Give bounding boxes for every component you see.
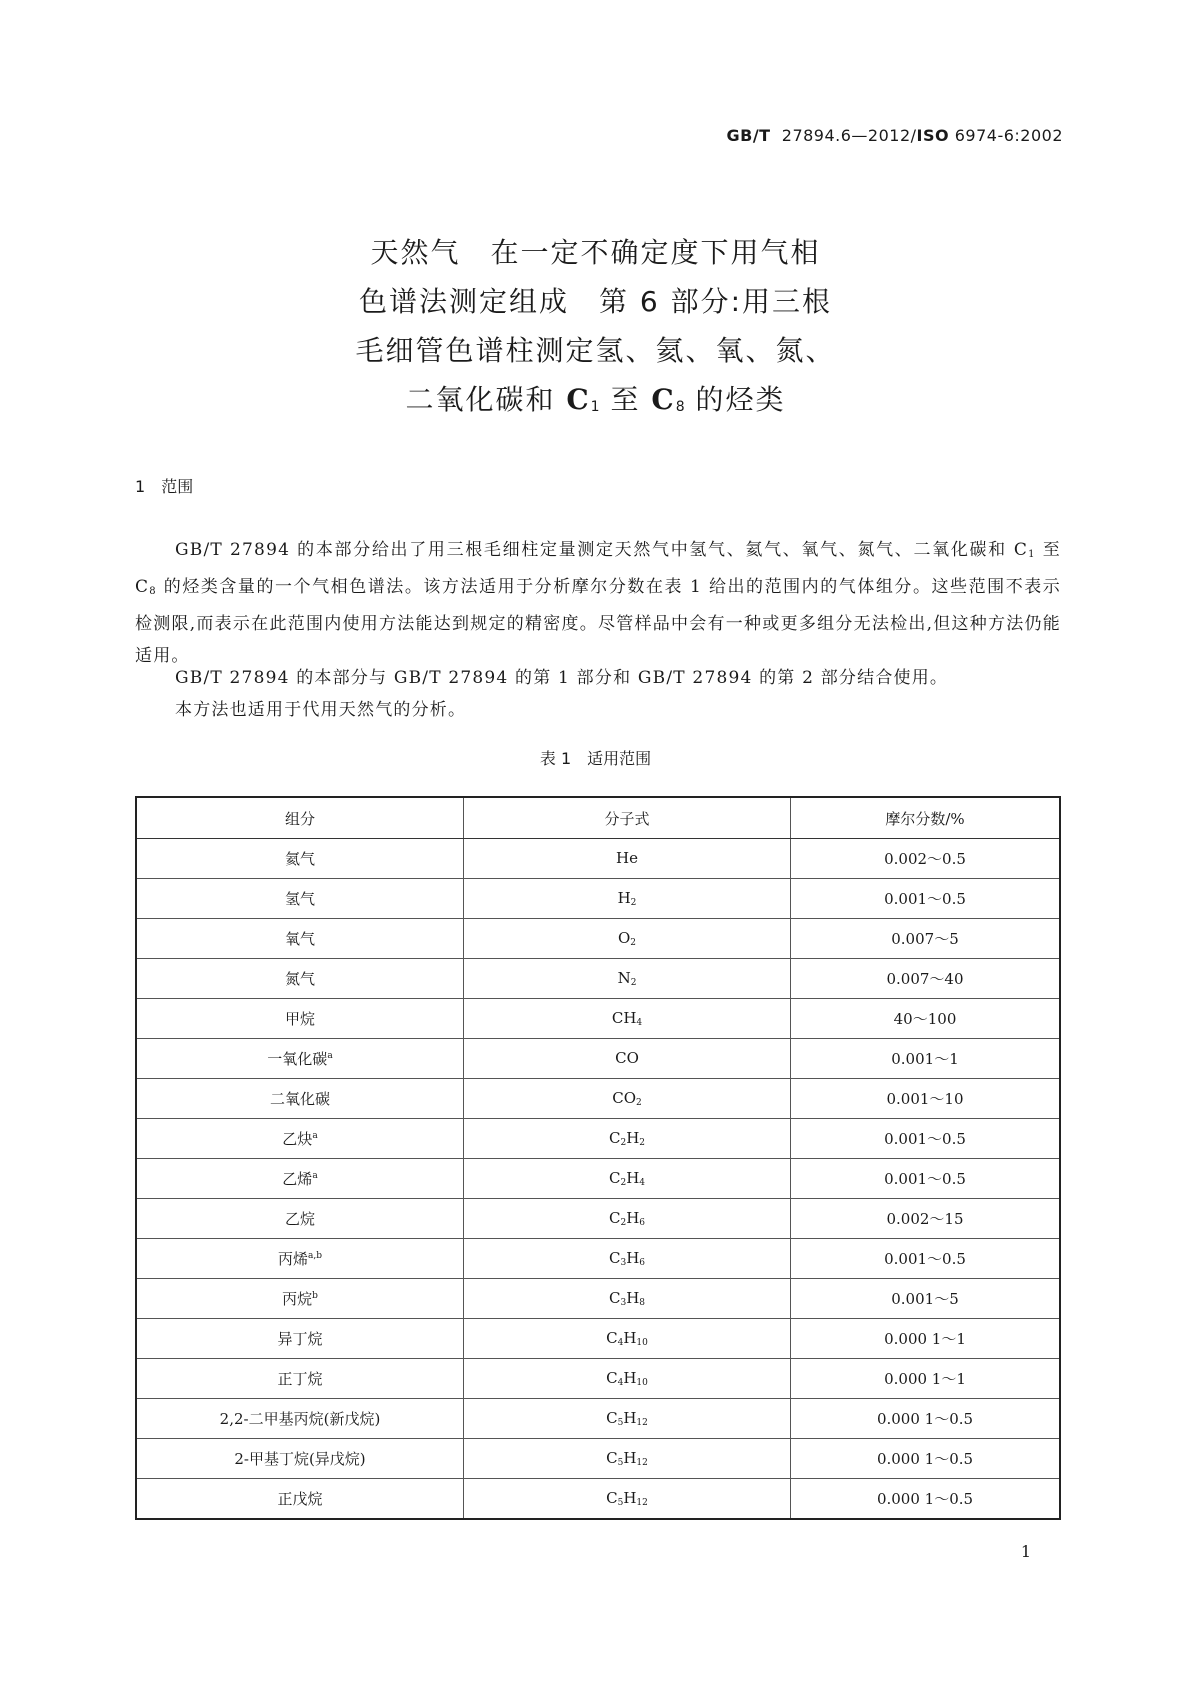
- mole-fraction-cell: 0.007～5: [791, 919, 1061, 959]
- title-line-1: 天然气 在一定不确定度下用气相: [370, 236, 821, 269]
- component-cell: [136, 1359, 464, 1399]
- formula-element-1: C: [608, 1249, 621, 1267]
- formula-subscript-1: 4: [617, 1338, 624, 1348]
- component-cell: [136, 1239, 464, 1279]
- p1-text-b: 至 C: [135, 540, 1061, 597]
- formula-cell: [464, 919, 791, 959]
- scope-paragraph-3: 本方法也适用于代用天然气的分析。: [175, 700, 467, 720]
- table-row: [136, 959, 1060, 999]
- formula-element-1: C: [608, 1209, 621, 1227]
- table-header-row: [136, 797, 1060, 839]
- header-formula: 分子式: [464, 797, 791, 839]
- mole-fraction-cell: 0.001～0.5: [791, 1239, 1061, 1279]
- formula-element-1: C: [606, 1449, 618, 1467]
- component-name: 异丁烷: [277, 1330, 323, 1348]
- mole-fraction-cell: 0.001～0.5: [791, 1119, 1061, 1159]
- formula-element-1: CO: [612, 1089, 637, 1107]
- component-name: 2,2-二甲基丙烷(新戊烷): [219, 1410, 381, 1428]
- component-cell: [136, 1319, 464, 1359]
- mole-fraction-cell: 40～100: [791, 999, 1061, 1039]
- table-row: [136, 1439, 1060, 1479]
- formula-cell: [464, 1359, 791, 1399]
- std-prefix: GB/T: [726, 126, 771, 145]
- mole-fraction-cell: 0.000 1～0.5: [791, 1399, 1061, 1439]
- formula-subscript-1: 2: [620, 1178, 627, 1188]
- page-number: 1: [1020, 1542, 1031, 1561]
- formula-element-1: N: [617, 969, 631, 987]
- formula-subscript-2: 12: [636, 1418, 648, 1428]
- formula-element-1: O: [617, 929, 631, 947]
- formula-subscript-2: 2: [639, 1138, 646, 1148]
- formula-subscript-1: 2: [620, 1138, 627, 1148]
- formula-subscript-2: 12: [636, 1458, 648, 1468]
- formula-element-1: C: [606, 1329, 618, 1347]
- formula-element-1: C: [606, 1409, 618, 1427]
- mole-fraction-cell: 0.002～15: [791, 1199, 1061, 1239]
- formula-subscript-1: 4: [617, 1378, 624, 1388]
- component-cell: [136, 919, 464, 959]
- title-line-4-part-a: 二氧化碳和: [405, 383, 567, 416]
- formula-element-2: H: [623, 1449, 637, 1467]
- component-cell: [136, 959, 464, 999]
- title-c1-sub: 1: [590, 399, 600, 415]
- iso-number: 6974-6:2002: [954, 126, 1063, 145]
- formula-subscript-2: 6: [639, 1258, 646, 1268]
- formula-element-2: H: [626, 1129, 640, 1147]
- component-cell: [136, 1439, 464, 1479]
- formula-subscript-1: 5: [617, 1418, 624, 1428]
- formula-element-2: H: [623, 1329, 637, 1347]
- formula-cell: [464, 1399, 791, 1439]
- formula-cell: [464, 1319, 791, 1359]
- formula-element-2: H: [623, 1369, 637, 1387]
- scope-paragraph-1: [135, 534, 1061, 672]
- title-line-2: 色谱法测定组成 第 6 部分:用三根: [358, 285, 833, 318]
- formula-cell: [464, 1199, 791, 1239]
- formula-subscript-1: 2: [630, 978, 637, 988]
- table-row: [136, 1479, 1060, 1520]
- formula-subscript-2: 8: [639, 1298, 646, 1308]
- formula-subscript-1: 3: [620, 1298, 627, 1308]
- table-row: [136, 879, 1060, 919]
- table-row: [136, 1199, 1060, 1239]
- formula-subscript-1: 2: [630, 898, 637, 908]
- formula-cell: [464, 879, 791, 919]
- section-title: 范围: [161, 477, 194, 496]
- table-row: [136, 1119, 1060, 1159]
- component-name: 氮气: [284, 970, 315, 988]
- component-name: 乙烯: [282, 1170, 313, 1188]
- p1-text-a: GB/T 27894 的本部分给出了用三根毛细柱定量测定天然气中氢气、氦气、氧气、氮气、二氧化碳和 C: [175, 540, 1029, 560]
- formula-cell: [464, 1479, 791, 1520]
- formula-subscript-1: 3: [620, 1258, 627, 1268]
- formula-cell: [464, 1119, 791, 1159]
- component-cell: [136, 1159, 464, 1199]
- mole-fraction-cell: 0.001～5: [791, 1279, 1061, 1319]
- component-name: 正丁烷: [277, 1370, 323, 1388]
- component-name: 甲烷: [284, 1010, 315, 1028]
- table-row: [136, 919, 1060, 959]
- mole-fraction-cell: 0.000 1～0.5: [791, 1439, 1061, 1479]
- component-name: 一氧化碳: [267, 1050, 328, 1068]
- formula-element-1: C: [608, 1169, 621, 1187]
- component-cell: [136, 839, 464, 879]
- header-component: 组分: [136, 797, 464, 839]
- title-line-4-part-b: 至: [599, 383, 652, 416]
- application-range-table: [135, 796, 1061, 1520]
- formula-element-2: H: [626, 1249, 640, 1267]
- table-title: 表 1 适用范围: [539, 749, 652, 768]
- footnote-mark: b: [312, 1291, 318, 1301]
- formula-element-2: H: [623, 1409, 637, 1427]
- table-row: [136, 1279, 1060, 1319]
- mole-fraction-cell: 0.001～0.5: [791, 1159, 1061, 1199]
- component-cell: [136, 1039, 464, 1079]
- formula-element-2: H: [623, 1489, 637, 1507]
- component-name: 氢气: [284, 890, 315, 908]
- formula-subscript-2: 10: [636, 1338, 648, 1348]
- title-line-4: [0, 375, 1191, 432]
- p1-sub-8: 8: [149, 586, 157, 597]
- mole-fraction-cell: 0.000 1～1: [791, 1319, 1061, 1359]
- std-number: 27894.6—2012/: [781, 126, 917, 145]
- component-name: 氧气: [284, 930, 315, 948]
- component-name: 正戊烷: [277, 1490, 323, 1508]
- component-name: 丙烷: [282, 1290, 313, 1308]
- formula-element-2: H: [626, 1209, 640, 1227]
- formula-element-1: CH: [611, 1009, 637, 1027]
- table-row: [136, 1399, 1060, 1439]
- formula-subscript-1: 5: [617, 1458, 624, 1468]
- formula-cell: [464, 1159, 791, 1199]
- component-cell: [136, 1199, 464, 1239]
- component-cell: [136, 879, 464, 919]
- footnote-mark: a,b: [308, 1251, 322, 1261]
- table-body: [136, 839, 1060, 1520]
- table-row: [136, 1039, 1060, 1079]
- formula-subscript-1: 2: [630, 938, 637, 948]
- table-row: [136, 1239, 1060, 1279]
- header-mole-fraction: 摩尔分数/%: [791, 797, 1061, 839]
- mole-fraction-cell: 0.002～0.5: [791, 839, 1061, 879]
- table-row: [136, 1359, 1060, 1399]
- component-name: 乙炔: [282, 1130, 313, 1148]
- mole-fraction-cell: 0.001～0.5: [791, 879, 1061, 919]
- title-line-3: 毛细管色谱柱测定氢、氦、氧、氮、: [355, 334, 836, 367]
- formula-element-1: C: [608, 1129, 621, 1147]
- formula-subscript-1: 2: [620, 1218, 627, 1228]
- table-row: [136, 1159, 1060, 1199]
- formula-subscript-2: 6: [639, 1218, 646, 1228]
- formula-element-1: C: [606, 1369, 618, 1387]
- component-name: 丙烯: [277, 1250, 308, 1268]
- mole-fraction-cell: 0.000 1～0.5: [791, 1479, 1061, 1520]
- component-name: 乙烷: [284, 1210, 315, 1228]
- component-cell: [136, 1119, 464, 1159]
- formula-cell: [464, 999, 791, 1039]
- formula-cell: [464, 1079, 791, 1119]
- p1-sub-1: 1: [1028, 549, 1036, 560]
- footnote-mark: a: [312, 1131, 318, 1141]
- formula-element-1: CO: [615, 1049, 639, 1067]
- title-line-4-part-d: 的烃类: [684, 383, 786, 416]
- formula-element-1: H: [617, 889, 631, 907]
- component-cell: [136, 1279, 464, 1319]
- document-title: [0, 228, 1191, 432]
- formula-cell: [464, 1039, 791, 1079]
- formula-subscript-1: 4: [636, 1018, 643, 1028]
- component-name: 氦气: [284, 850, 315, 868]
- table-row: [136, 999, 1060, 1039]
- formula-element-1: C: [608, 1289, 621, 1307]
- component-cell: [136, 1479, 464, 1520]
- mole-fraction-cell: 0.007～40: [791, 959, 1061, 999]
- p1-text-c: 的烃类含量的一个气相色谱法。该方法适用于分析摩尔分数在表 1 给出的范围内的气体组分。这些范围不表示检测限,而表示在此范围内使用方法能达到规定的精密度。尽管样品中会有一种或更多组分无法检出,但这种方法仍能适用。: [135, 577, 1061, 666]
- mole-fraction-cell: 0.001～1: [791, 1039, 1061, 1079]
- component-cell: [136, 1399, 464, 1439]
- table-row: [136, 1319, 1060, 1359]
- formula-element-2: H: [626, 1169, 640, 1187]
- component-cell: [136, 1079, 464, 1119]
- formula-element-2: H: [626, 1289, 640, 1307]
- iso-prefix: ISO: [916, 126, 950, 145]
- title-c8: C: [651, 383, 676, 416]
- formula-subscript-2: 4: [639, 1178, 646, 1188]
- formula-subscript-2: 12: [636, 1498, 648, 1508]
- formula-cell: [464, 1239, 791, 1279]
- formula-element-1: He: [616, 849, 638, 867]
- table-row: [136, 839, 1060, 879]
- formula-cell: [464, 1439, 791, 1479]
- scope-paragraph-2: GB/T 27894 的本部分与 GB/T 27894 的第 1 部分和 GB/T 27894 的第 2 部分结合使用。: [175, 668, 949, 688]
- formula-subscript-1: 5: [617, 1498, 624, 1508]
- mole-fraction-cell: 0.000 1～1: [791, 1359, 1061, 1399]
- title-c8-sub: 8: [675, 399, 685, 415]
- mole-fraction-cell: 0.001～10: [791, 1079, 1061, 1119]
- formula-subscript-2: 10: [636, 1378, 648, 1388]
- section-heading: [135, 474, 193, 497]
- formula-cell: [464, 839, 791, 879]
- formula-cell: [464, 1279, 791, 1319]
- formula-subscript-1: 2: [636, 1098, 642, 1108]
- footnote-mark: a: [312, 1171, 318, 1181]
- standard-number: [727, 126, 1064, 145]
- component-cell: [136, 999, 464, 1039]
- component-name: 2-甲基丁烷(异戊烷): [234, 1450, 366, 1468]
- footnote-mark: a: [327, 1051, 333, 1061]
- formula-element-1: C: [606, 1489, 618, 1507]
- table-row: [136, 1079, 1060, 1119]
- component-name: 二氧化碳: [269, 1090, 330, 1108]
- formula-cell: [464, 959, 791, 999]
- title-c1: C: [566, 383, 591, 416]
- section-number: 1: [135, 477, 146, 496]
